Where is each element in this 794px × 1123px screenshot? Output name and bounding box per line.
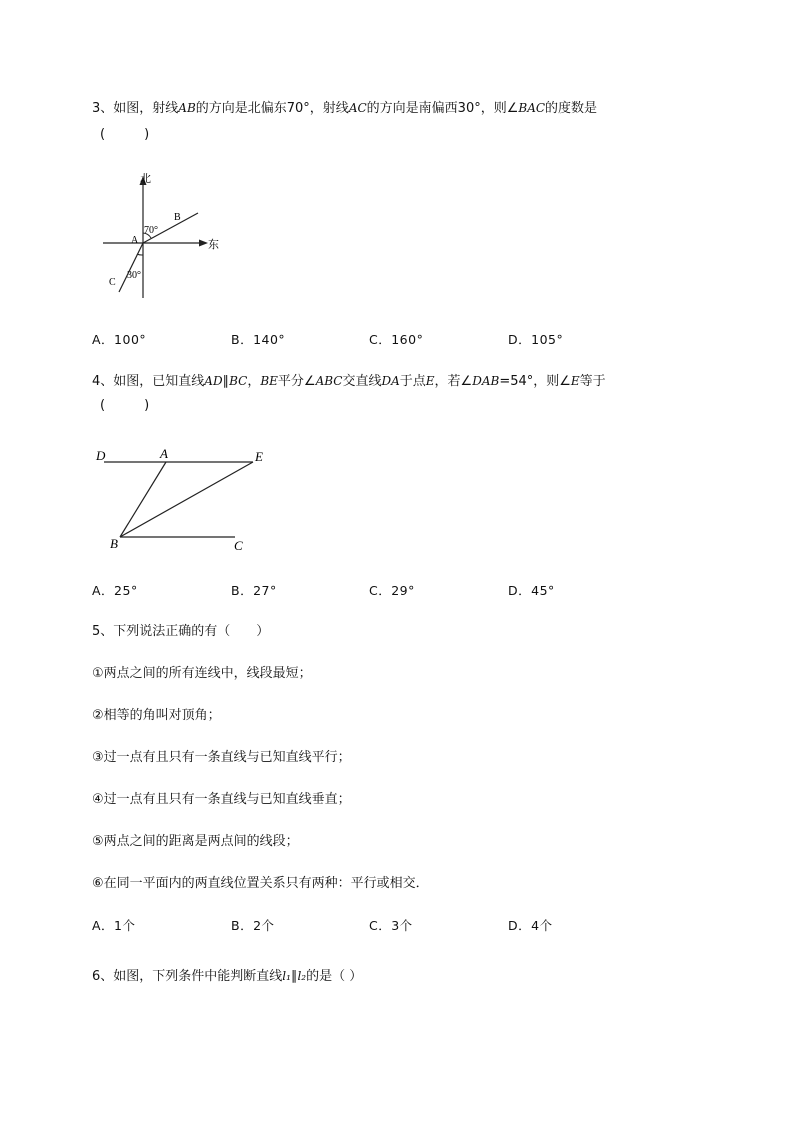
question-5-stem: 5、下列说法正确的有（ ） [92,624,270,639]
east-label: 东 [208,239,219,251]
q3-option-a[interactable]: A．100° [92,332,147,347]
question-6-stem: 6、如图，下列条件中能判断直线l₁∥l₂的是（ ） [92,969,363,984]
point-a-label: A [131,235,139,246]
segment-be [120,462,253,537]
point-a-label: A [160,446,168,461]
question-3-compass-figure [95,168,235,303]
q4-option-b[interactable]: B．27° [231,583,277,598]
question-4-parallel-lines-figure [90,440,280,560]
q5-statement-5: ⑤两点之间的距离是两点间的线段； [92,834,299,849]
angle-bac-label: BAC [518,101,546,115]
angle-30-arc [137,254,143,255]
q5-statement-3: ③过一点有且只有一条直线与已知直线平行； [92,750,351,765]
question-3-stem: 3、如图，射线AB的方向是北偏东70°，射线AC的方向是南偏西30°，则∠BAC的度数是 [92,101,598,116]
east-arrow-icon [199,240,208,247]
q5-statement-1: ①两点之间的所有连线中，线段最短； [92,666,312,681]
q3-option-b[interactable]: B．140° [231,332,286,347]
point-b-label: B [174,212,181,223]
q5-option-d[interactable]: D．4个 [508,918,553,933]
q5-statement-6: ⑥在同一平面内的两直线位置关系只有两种：平行或相交． [92,876,429,891]
q5-statement-4: ④过一点有且只有一条直线与已知直线垂直； [92,792,351,807]
point-d-label: D [96,448,106,463]
angle-70-label: 70° [144,225,158,236]
q3-option-c[interactable]: C．160° [369,332,424,347]
q4-option-a[interactable]: A．25° [92,583,138,598]
question-4-stem: 4、如图，已知直线AD∥BC，BE平分∠ABC交直线DA于点E，若∠DAB=54°，则∠E等于 [92,374,606,389]
segment-ab [120,462,166,537]
point-c-label: C [109,277,116,288]
q5-option-a[interactable]: A．1个 [92,918,136,933]
ray-ab-label: AB [178,101,196,115]
q4-option-c[interactable]: C．29° [369,583,415,598]
question-3-answer-paren: ( ) [100,127,150,142]
q3-option-d[interactable]: D．105° [508,332,564,347]
question-4-answer-paren: ( ) [100,398,150,413]
q4-option-d[interactable]: D．45° [508,583,555,598]
ray-ac [119,243,143,292]
angle-30-label: 30° [127,270,141,281]
point-e-label: E [255,449,263,464]
point-b-label: B [110,536,118,551]
q5-option-c[interactable]: C．3个 [369,918,413,933]
point-c-label: C [234,538,243,553]
q5-statement-2: ②相等的角叫对顶角； [92,708,221,723]
north-label: 北 [140,173,151,185]
q5-option-b[interactable]: B．2个 [231,918,275,933]
ray-ac-label: AC [348,101,367,115]
